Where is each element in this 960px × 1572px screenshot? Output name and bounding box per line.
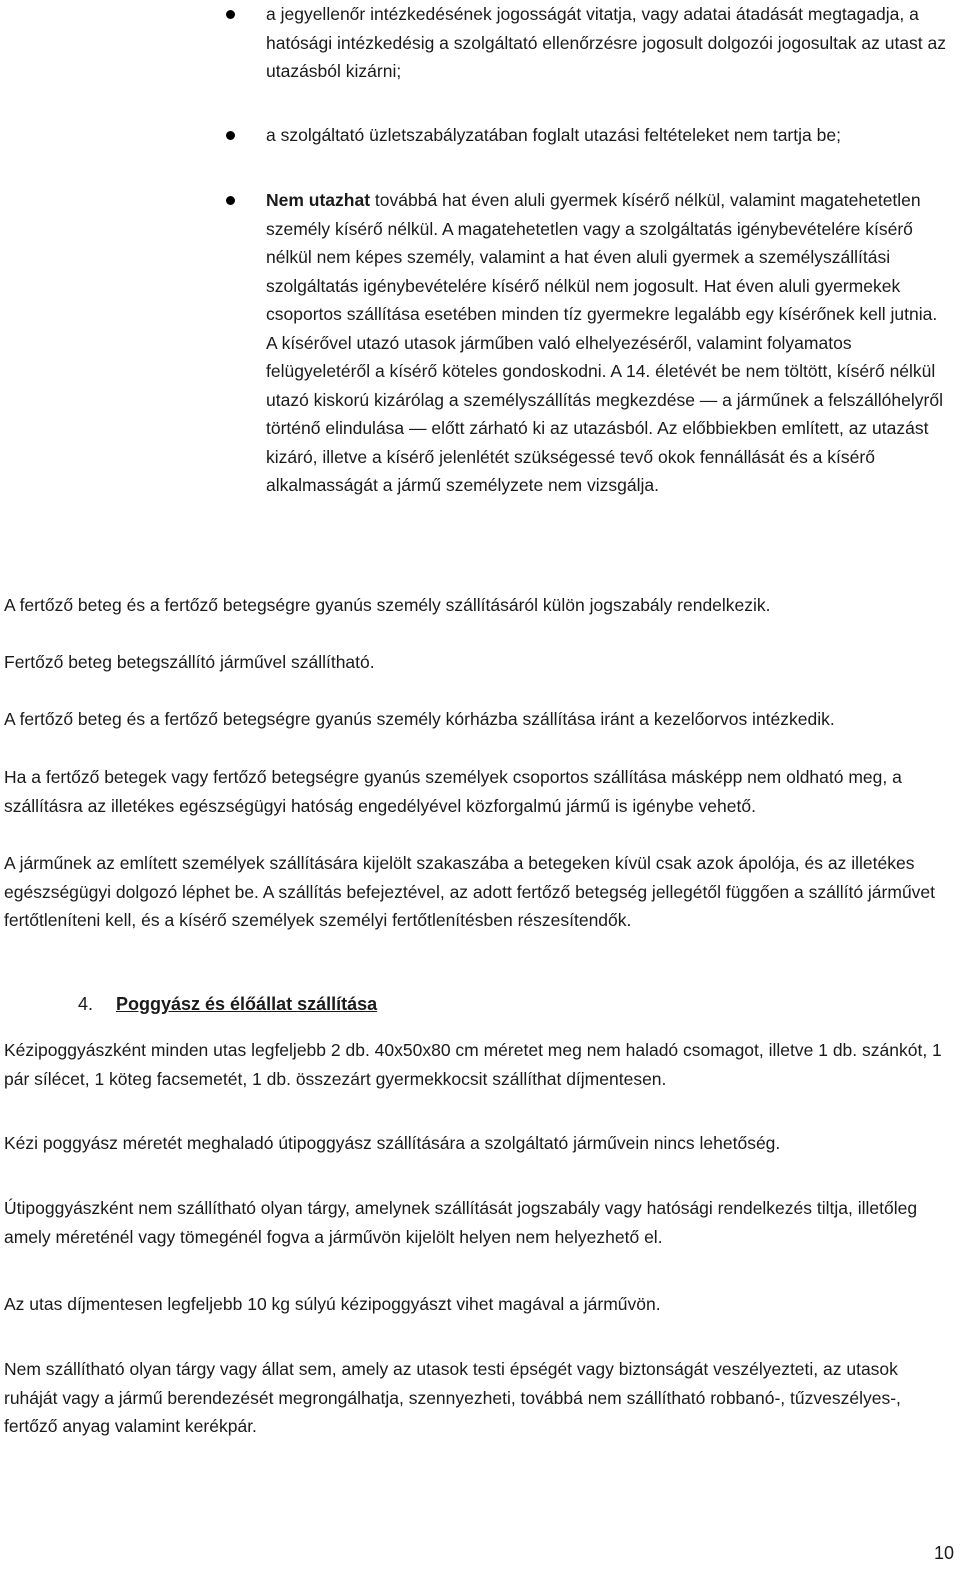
paragraph: Kézipoggyászként minden utas legfeljebb 2 db. 40x50x80 cm méretet meg nem haladó csomagot, illetve 1 db. szánkót, 1 pár sílécet, 1 köteg facsemetét, 1 db. összezárt gyermekkocsit szállíthat díjmentesen. bbox=[4, 1040, 942, 1089]
paragraph: Nem szállítható olyan tárgy vagy állat sem, amely az utasok testi épségét vagy biztonságát veszélyezteti, az utasok ruháját vagy a jármű berendezését megrongálhatja, szennyezheti, továbbá nem szállítható robbanó-, tűzveszélyes-, fertőző anyag valamint kerékpár. bbox=[4, 1359, 901, 1436]
bullet-icon bbox=[226, 131, 235, 140]
paragraph: Fertőző beteg betegszállító járművel szállítható. bbox=[4, 652, 375, 672]
bullet-icon bbox=[226, 196, 235, 205]
list-item-emphasis: Nem utazhat bbox=[266, 190, 371, 210]
paragraph: Az utas díjmentesen legfeljebb 10 kg súlyú kézipoggyászt vihet magával a járművön. bbox=[4, 1294, 661, 1314]
section-number: 4. bbox=[78, 994, 94, 1014]
list-item-text: a szolgáltató üzletszabályzatában foglalt utazási feltételeket nem tartja be; bbox=[266, 125, 841, 145]
paragraph: A járműnek az említett személyek szállítására kijelölt szakaszába a betegeken kívül csak azok ápolója, és az illetékes egészségügyi dolgozó léphet be. A szállítás befejeztével, az adott fertőző betegség jellegétől függően a szállító járművet fertőtleníteni kell, és a kísérő személyek személyi fertőtlenítésben részesítendők. bbox=[4, 853, 936, 930]
paragraph: Ha a fertőző betegek vagy fertőző betegségre gyanús személyek csoportos szállítása másképp nem oldható meg, a szállításra az illetékes egészségügyi hatóság engedélyével közforgalmú jármű is igénybe vehető. bbox=[4, 767, 902, 816]
list-item bbox=[266, 121, 950, 150]
paragraph: Kézi poggyász méretét meghaladó útipoggyász szállítására a szolgáltató járművein nincs lehetőség. bbox=[4, 1133, 781, 1153]
paragraph: Útipoggyászként nem szállítható olyan tárgy, amelynek szállítását jogszabály vagy hatósági rendelkezés tiltja, illetőleg amely méreténél vagy tömegénél fogva a járművön kijelölt helyen nem helyezhető el. bbox=[4, 1198, 918, 1247]
bullet-icon bbox=[226, 10, 235, 19]
section-heading bbox=[78, 990, 377, 1018]
list-item bbox=[266, 186, 950, 500]
list-item bbox=[266, 0, 950, 86]
list-item-text: továbbá hat éven aluli gyermek kísérő nélkül, valamint magatehetetlen személy kísérő nélkül. A magatehetetlen vagy a szolgáltatás igénybevételére kísérő nélkül nem képes személy, valamint a hat éven aluli gyermek a személyszállítási szolgáltatás igénybevételére kísérő nélkül nem jogosult. Hat éven aluli gyermekek csoportos szállítása esetében minden tíz gyermekre legalább egy kísérőnek kell jutnia. A kísérővel utazó utasok járműben való elhelyezéséről, valamint folyamatos felügyeletéről a kísérő köteles gondoskodni. A 14. életévét be nem töltött, kísérő nélkül utazó kiskorú kizárólag a személyszállítás megkezdése — a járműnek a felszállóhelyről történő elindulása — előtt zárható ki az utazásból. Az előbbiekben említett, az utazást kizáró, illetve a kísérő jelenlétét szükségessé tevő okok fennállását és a kísérő alkalmasságát a jármű személyzete nem vizsgálja. bbox=[266, 190, 943, 495]
paragraph: A fertőző beteg és a fertőző betegségre gyanús személy kórházba szállítása iránt a kezelőorvos intézkedik. bbox=[4, 709, 835, 729]
paragraph: A fertőző beteg és a fertőző betegségre gyanús személy szállításáról külön jogszabály rendelkezik. bbox=[4, 595, 771, 615]
section-title: Poggyász és élőállat szállítása bbox=[116, 994, 378, 1014]
page-number: 10 bbox=[933, 1543, 954, 1563]
list-item-text: a jegyellenőr intézkedésének jogosságát vitatja, vagy adatai átadását megtagadja, a hatósági intézkedésig a szolgáltató ellenőrzésre jogosult dolgozói jogosultak az utast az utazásból kizárni; bbox=[266, 4, 947, 81]
